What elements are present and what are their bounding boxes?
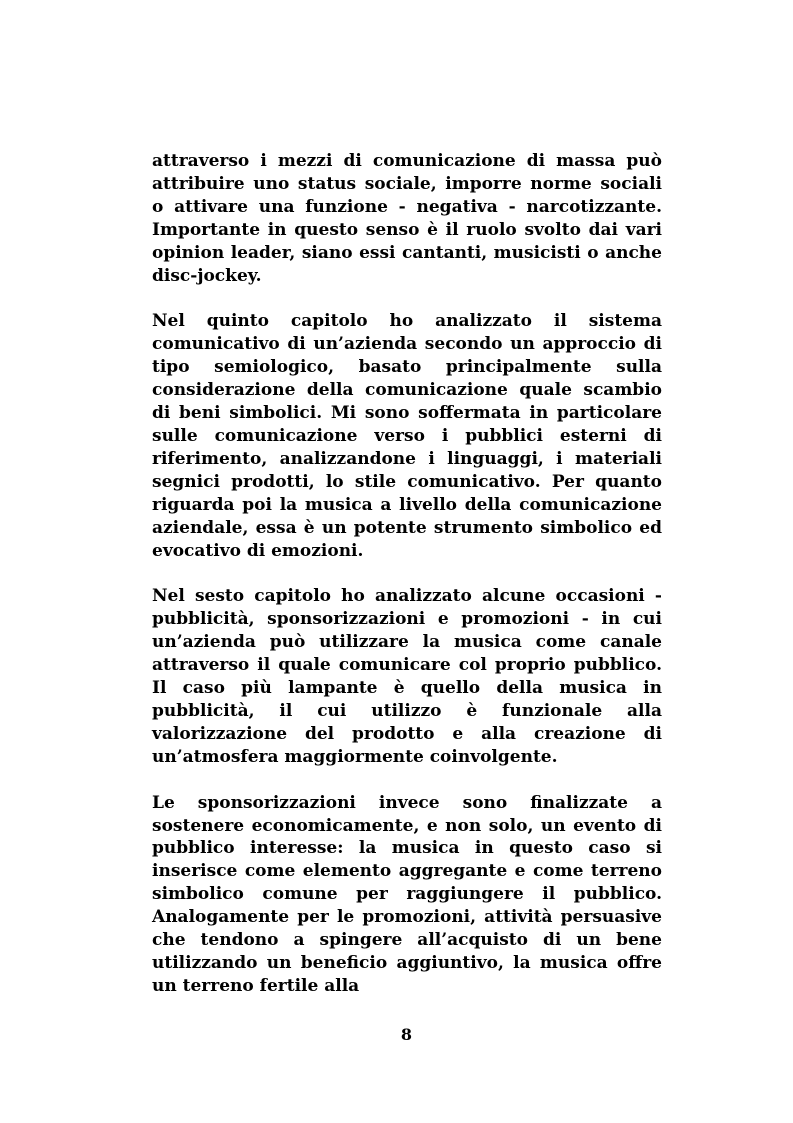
paragraph-chapter-five: Nel quinto capitolo ho analizzato il sistema comunicativo di un’azienda secondo un approccio di tipo semiologico, basato principalmente sulla considerazione della comunicazione quale scambio di beni simbolici. Mi sono soffermata in particolare sulle comunicazione verso i pubblici esterni di riferimento, analizzandone i linguaggi, i materiali segnici prodotti, lo stile comunicativo. Per quanto riguarda poi la musica a livello della comunicazione aziendale, essa è un potente strumento simbolico ed evocativo di emozioni. [152, 311, 662, 561]
paragraph-chapter-six: Nel sesto capitolo ho analizzato alcune occasioni - pubblicità, sponsorizzazioni e promozioni - in cui un’azienda può utilizzare la musica come canale attraverso il quale comunicare col proprio pubblico. Il caso più lampante è quello della musica in pubblicità, il cui utilizzo è funzionale alla valorizzazione del prodotto e alla creazione di un’atmosfera maggiormente coinvolgente. [152, 586, 662, 767]
paragraph-sponsorships: Le sponsorizzazioni invece sono finalizzate a sostenere economicamente, e non solo, un evento di pubblico interesse: la musica in questo caso si inserisce come elemento aggregante e come terreno simbolico comune per raggiungere il pubblico. Analogamente per le promozioni, attività persuasive che tendono a spingere all’acquisto di un bene utilizzando un beneficio aggiuntivo, la musica offre un terreno fertile alla [152, 792, 662, 996]
body-text [152, 150, 662, 998]
page-number: 8 [400, 1025, 413, 1044]
paragraph-mass-media: attraverso i mezzi di comunicazione di massa può attribuire uno status sociale, imporre norme sociali o attivare una funzione - negativa - narcotizzante. Importante in questo senso è il ruolo svolto dai vari opinion leader, siano essi cantanti, musicisti o anche disc-jockey. [152, 151, 662, 286]
